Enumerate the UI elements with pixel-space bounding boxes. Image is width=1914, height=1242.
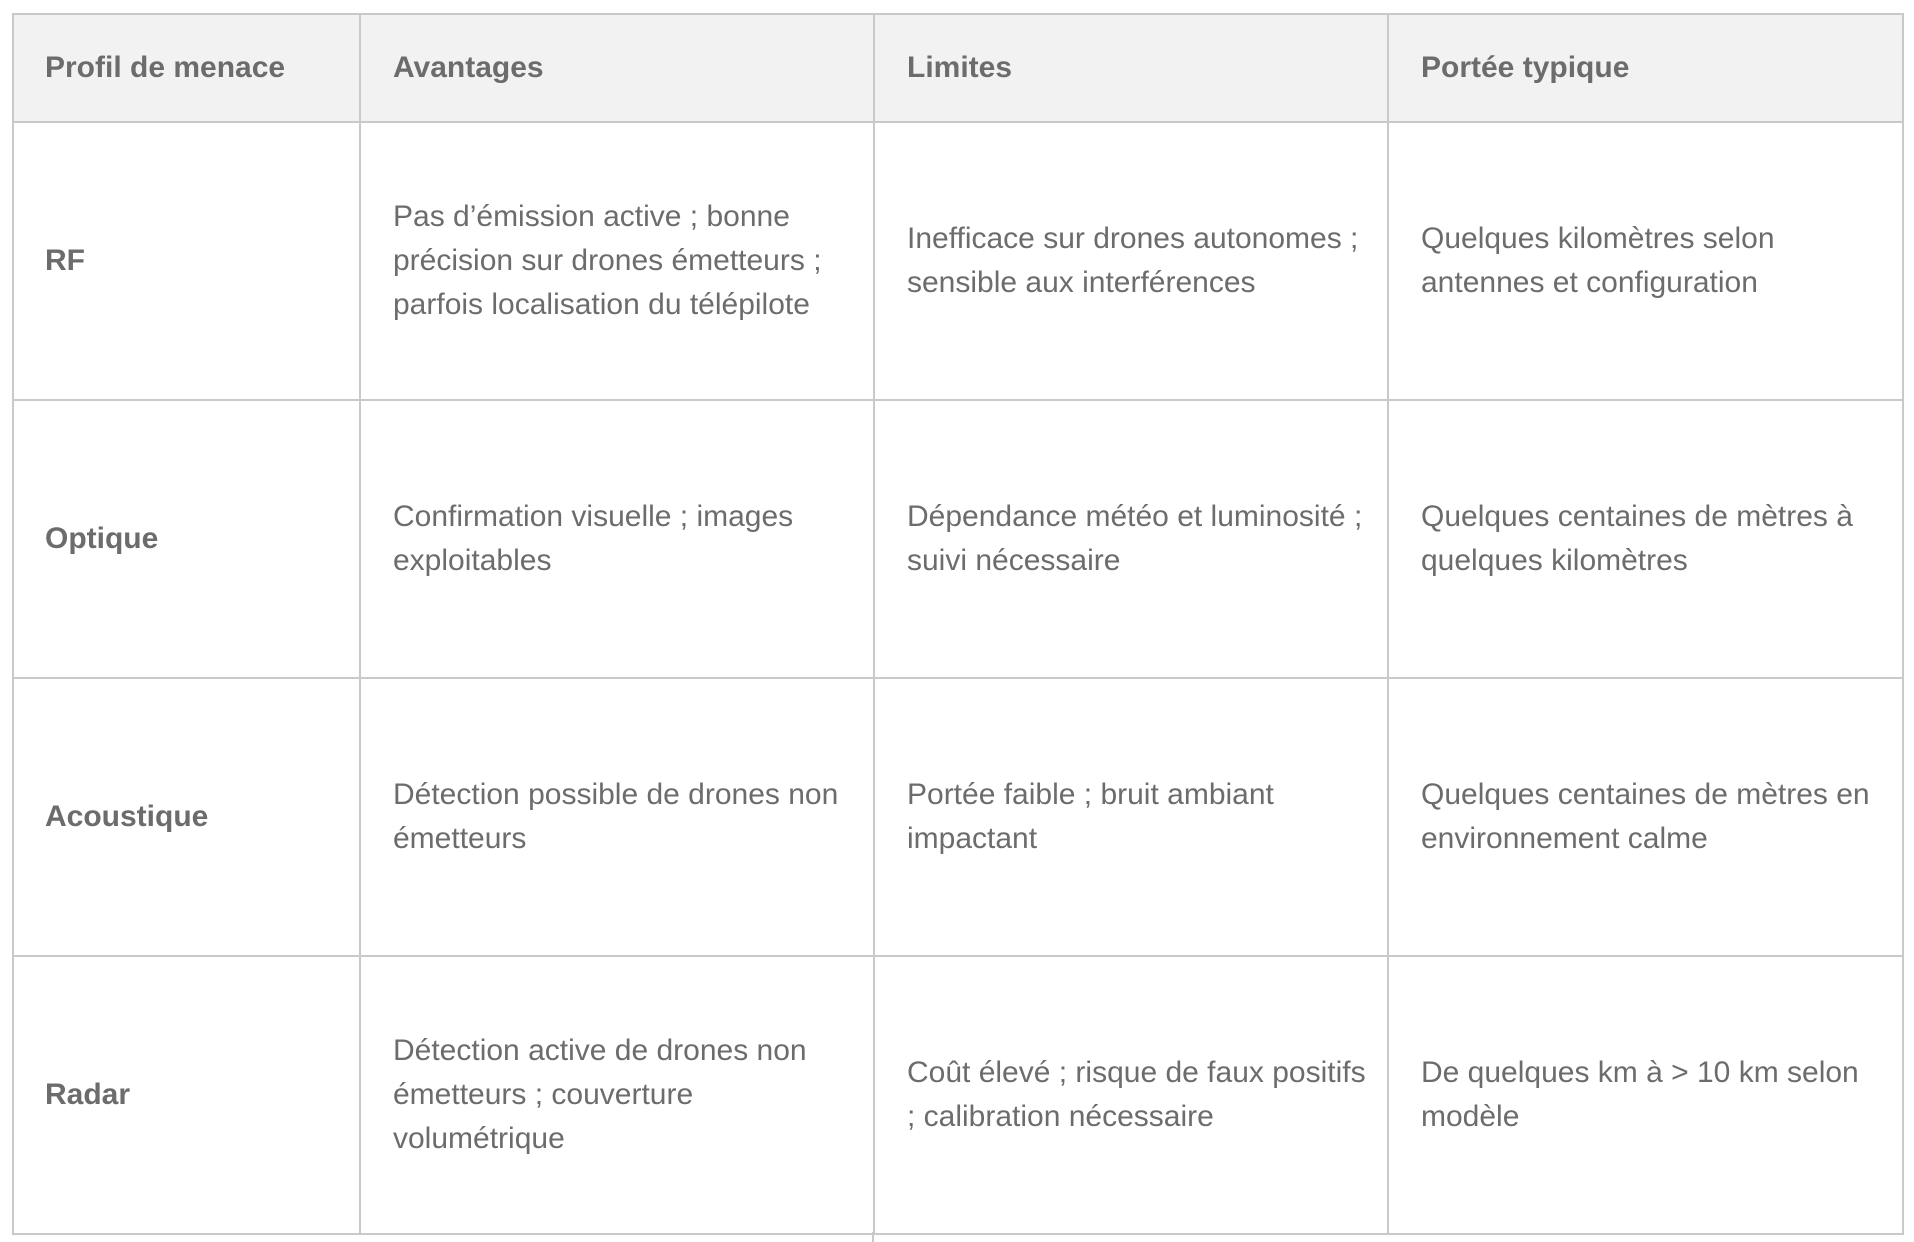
- table-header: [13, 14, 1903, 122]
- advantages-cell: Pas d’émission active ; bonne précision sur drones émetteurs ; parfois localisation du télépilote: [360, 122, 874, 400]
- comparison-table-wrapper: [12, 13, 1904, 1235]
- header-limits: Limites: [874, 14, 1388, 122]
- limits-cell: Inefficace sur drones autonomes ; sensible aux interférences: [874, 122, 1388, 400]
- advantages-cell: Confirmation visuelle ; images exploitables: [360, 400, 874, 678]
- table-row: [13, 400, 1903, 678]
- table-row: [13, 956, 1903, 1234]
- header-row: [13, 14, 1903, 122]
- threat-profile-table: [12, 13, 1904, 1235]
- header-range: Portée typique: [1388, 14, 1903, 122]
- profile-cell: RF: [13, 122, 360, 400]
- limits-cell: Portée faible ; bruit ambiant impactant: [874, 678, 1388, 956]
- profile-cell: Acoustique: [13, 678, 360, 956]
- range-cell: Quelques centaines de mètres à quelques kilomètres: [1388, 400, 1903, 678]
- table-body: [13, 122, 1903, 1234]
- profile-cell: Radar: [13, 956, 360, 1234]
- range-cell: De quelques km à > 10 km selon modèle: [1388, 956, 1903, 1234]
- range-cell: Quelques kilomètres selon antennes et configuration: [1388, 122, 1903, 400]
- limits-cell: Coût élevé ; risque de faux positifs ; calibration nécessaire: [874, 956, 1388, 1234]
- limits-cell: Dépendance météo et luminosité ; suivi nécessaire: [874, 400, 1388, 678]
- advantages-cell: Détection active de drones non émetteurs ; couverture volumétrique: [360, 956, 874, 1234]
- table-row: [13, 122, 1903, 400]
- header-profile: Profil de menace: [13, 14, 360, 122]
- range-cell: Quelques centaines de mètres en environnement calme: [1388, 678, 1903, 956]
- advantages-cell: Détection possible de drones non émetteurs: [360, 678, 874, 956]
- header-advantages: Avantages: [360, 14, 874, 122]
- profile-cell: Optique: [13, 400, 360, 678]
- table-row: [13, 678, 1903, 956]
- table-divider-tail: [872, 1232, 874, 1242]
